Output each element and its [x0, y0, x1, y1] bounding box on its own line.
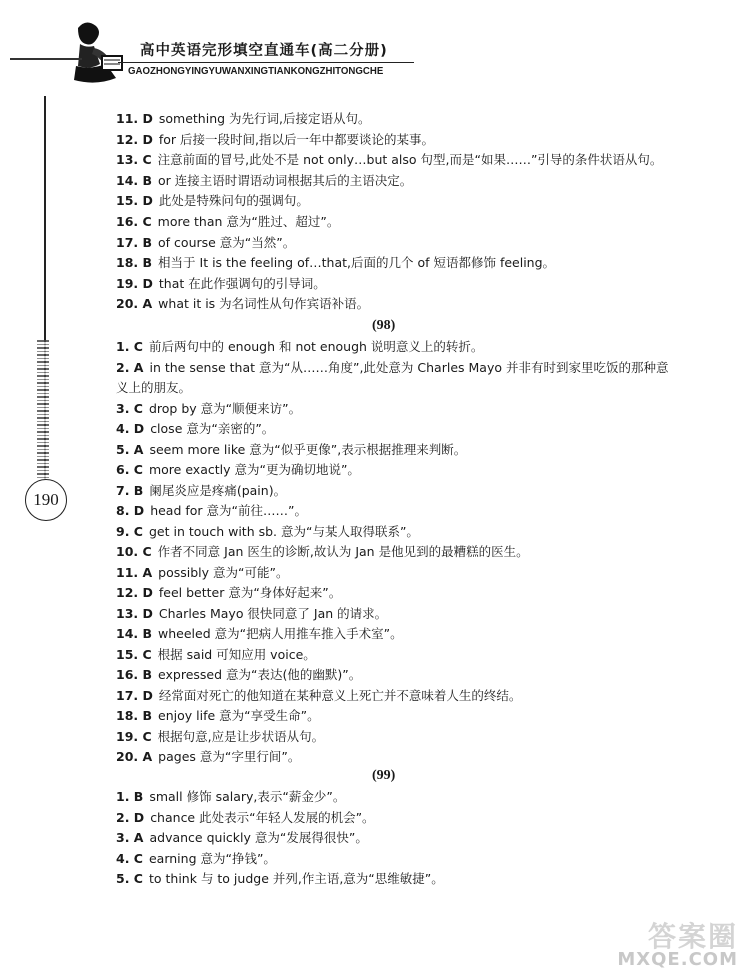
answer-number: 2. A	[116, 359, 144, 375]
answer-explanation: 此处是特殊问句的强调句。	[158, 193, 309, 209]
answer-number: 12. D	[116, 131, 153, 147]
book-title: 高中英语完形填空直通车(高二分册)	[140, 43, 388, 59]
answer-row	[116, 275, 326, 293]
answer-row	[116, 850, 276, 868]
answer-number: 4. D	[116, 421, 145, 436]
answer-explanation: seem more like 意为“似乎更像”,表示根据推理来判断。	[149, 441, 467, 457]
answer-number: 18. B	[116, 708, 153, 723]
answer-number: 5. C	[116, 871, 143, 886]
answer-number: 17. B	[116, 234, 153, 250]
answer-number: 7. B	[116, 482, 144, 498]
answer-explanation: expressed 意为“表达(他的幽默)”。	[158, 667, 362, 682]
answer-row	[116, 110, 371, 128]
answer-number: 20. A	[116, 296, 153, 312]
section-heading-98: (98)	[372, 318, 396, 333]
watermark-logo	[612, 915, 742, 975]
answer-explanation: 根据句意,应是让步状语从句。	[157, 728, 325, 744]
answer-row	[116, 172, 412, 190]
answer-number: 8. D	[116, 503, 145, 518]
answer-row	[116, 359, 668, 377]
section-heading-99: (99)	[372, 768, 396, 783]
answer-number: 5. A	[116, 441, 144, 457]
answer-number: 1. C	[116, 339, 143, 354]
answer-number: 18. B	[116, 255, 153, 271]
answer-row	[116, 870, 444, 888]
answer-explanation: chance 此处表示“年轻人发展的机会”。	[150, 809, 375, 825]
answer-explanation: in the sense that 意为“从……角度”,此处意为 Charles Mayo 并非有时到家里吃饭的那种意	[149, 359, 669, 375]
answer-number: 14. B	[116, 626, 153, 641]
answer-number: 20. A	[116, 749, 153, 764]
answer-row	[116, 829, 368, 847]
answer-row	[116, 584, 341, 602]
header-rule	[118, 62, 414, 63]
answer-row	[116, 131, 434, 149]
answer-number: 13. C	[116, 152, 152, 168]
answer-explanation: advance quickly 意为“发展得很快”。	[149, 830, 368, 845]
answer-row	[116, 605, 387, 623]
answer-row	[116, 564, 288, 582]
answer-row	[116, 192, 309, 210]
answer-row	[116, 151, 662, 169]
answer-number: 1. B	[116, 789, 144, 804]
answer-explanation: 相当于 It is the feeling of…that,后面的几个 of 短语都修饰 feeling。	[158, 255, 556, 271]
answer-explanation: Charles Mayo 很快同意了 Jan 的请求。	[158, 605, 388, 621]
answer-explanation: possibly 意为“可能”。	[158, 564, 289, 580]
side-pattern	[37, 340, 49, 480]
answer-number: 17. D	[116, 687, 153, 703]
answer-number: 2. D	[116, 809, 145, 825]
answer-number: 13. D	[116, 605, 153, 621]
answer-number: 14. B	[116, 172, 153, 188]
answer-explanation: more than 意为“胜过、超过”。	[157, 214, 340, 229]
answer-explanation: 经常面对死亡的他知道在某种意义上死亡并不意味着人生的终结。	[158, 687, 522, 703]
answer-row	[116, 338, 483, 356]
answer-number: 15. C	[116, 646, 152, 662]
answer-explanation: 根据 said 可知应用 voice。	[157, 646, 316, 662]
answer-row	[116, 543, 529, 561]
book-title-pinyin: GAOZHONGYINGYUWANXINGTIANKONGZHITONGCHE	[128, 65, 384, 77]
answer-explanation: of course 意为“当然”。	[158, 234, 296, 250]
answer-explanation: to think 与 to judge 并列,作主语,意为“思维敏捷”。	[148, 871, 444, 886]
answer-row	[116, 707, 320, 725]
answer-number: 12. D	[116, 585, 153, 600]
answer-number: 16. C	[116, 214, 152, 229]
answer-explanation: pages 意为“字里行间”。	[158, 749, 301, 764]
answer-number: 3. A	[116, 830, 144, 845]
answer-explanation: for 后接一段时间,指以后一年中都要谈论的某事。	[158, 131, 435, 147]
header-left-rule	[10, 58, 82, 60]
answer-row	[116, 728, 324, 746]
answer-row	[116, 461, 360, 479]
answer-number: 10. C	[116, 544, 152, 559]
answer-number: 11. D	[116, 111, 153, 126]
answer-number: 3. C	[116, 400, 143, 416]
answer-explanation: 阑尾炎应是疼痛(pain)。	[149, 482, 287, 498]
answer-row	[116, 254, 555, 272]
answer-explanation: small 修饰 salary,表示“薪金少”。	[149, 789, 346, 804]
answer-explanation: that 在此作强调句的引导词。	[158, 275, 326, 291]
answer-number: 9. C	[116, 523, 143, 539]
answer-row	[116, 441, 466, 459]
answer-explanation: enjoy life 意为“享受生命”。	[158, 708, 320, 723]
answer-row	[116, 295, 369, 313]
answer-row	[116, 625, 403, 643]
answer-row	[116, 646, 316, 664]
answer-number: 19. D	[116, 275, 153, 291]
answer-row	[116, 420, 274, 438]
answer-row	[116, 379, 191, 397]
answer-explanation: 作者不同意 Jan 医生的诊断,故认为 Jan 是他见到的最糟糕的医生。	[157, 544, 529, 559]
answer-explanation: something 为先行词,后接定语从句。	[158, 111, 371, 126]
answer-explanation: 义上的朋友。	[116, 380, 192, 395]
answer-explanation: feel better 意为“身体好起来”。	[158, 585, 342, 600]
answer-explanation: or 连接主语时谓语动词根据其后的主语决定。	[158, 172, 413, 188]
answer-row	[116, 748, 300, 766]
answer-number: 19. C	[116, 728, 152, 744]
answer-explanation: 注意前面的冒号,此处不是 not only…but also 句型,而是“如果……”引导的条件状语从句。	[157, 152, 663, 168]
answer-row	[116, 400, 301, 418]
answer-number: 6. C	[116, 462, 143, 477]
answer-row	[116, 523, 419, 541]
answer-explanation: head for 意为“前往……”。	[150, 503, 307, 518]
answer-row	[116, 666, 361, 684]
answer-number: 15. D	[116, 193, 153, 209]
answer-explanation: what it is 为名词性从句作宾语补语。	[158, 296, 370, 312]
answer-explanation: get in touch with sb. 意为“与某人取得联系”。	[148, 523, 419, 539]
answer-row	[116, 234, 295, 252]
answer-explanation: close 意为“亲密的”。	[150, 421, 275, 436]
answer-explanation: earning 意为“挣钱”。	[148, 850, 276, 866]
answer-row	[116, 502, 307, 520]
answer-explanation: 前后两句中的 enough 和 not enough 说明意义上的转折。	[148, 339, 484, 354]
answer-row	[116, 213, 339, 231]
reader-logo-icon	[58, 18, 134, 90]
answer-row	[116, 788, 345, 806]
answer-explanation: more exactly 意为“更为确切地说”。	[148, 462, 360, 477]
answer-number: 4. C	[116, 850, 143, 866]
answer-explanation: drop by 意为“顺便来访”。	[148, 400, 302, 416]
watermark-line2: MXQE.COM	[617, 949, 738, 970]
answer-number: 11. A	[116, 564, 153, 580]
answer-row	[116, 687, 521, 705]
answer-explanation: wheeled 意为“把病人用推车推入手术室”。	[158, 626, 403, 641]
answer-number: 16. B	[116, 667, 153, 682]
answer-row	[116, 809, 375, 827]
page-number: 190	[25, 479, 67, 521]
answer-row	[116, 482, 286, 500]
watermark-line1: 答案圈	[647, 920, 738, 953]
